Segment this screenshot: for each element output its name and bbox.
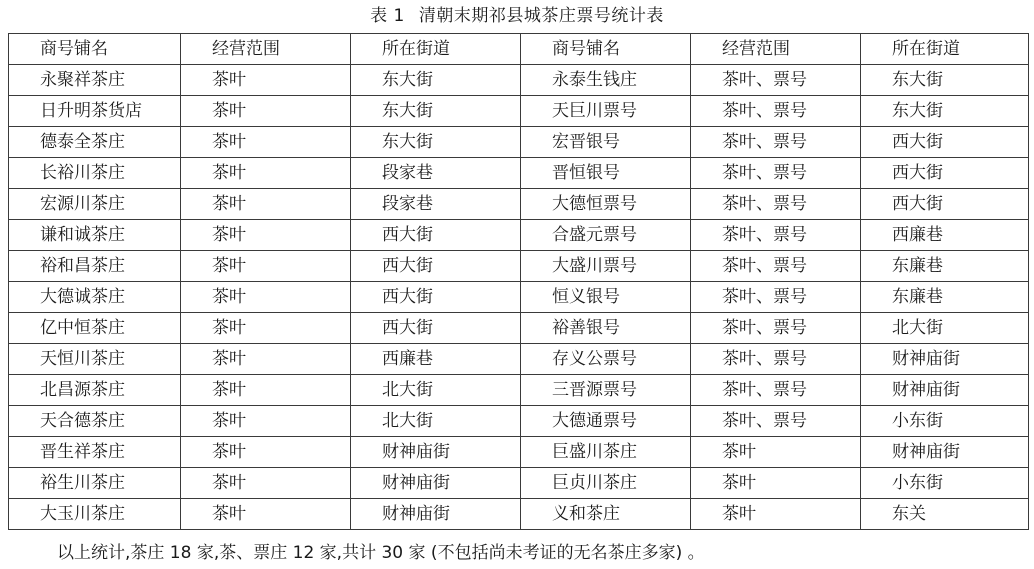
header-shop-name: 商号铺名	[9, 34, 181, 65]
cell-shop-name: 裕生川茶庄	[9, 468, 181, 499]
table-row	[9, 158, 1029, 189]
cell-shop-name: 宏源川茶庄	[9, 189, 181, 220]
cell-shop-name: 三晋源票号	[521, 375, 691, 406]
cell-street: 段家巷	[351, 189, 521, 220]
header-street: 所在街道	[351, 34, 521, 65]
cell-business-scope: 茶叶、票号	[691, 251, 861, 282]
cell-street: 财神庙街	[351, 499, 521, 530]
cell-business-scope: 茶叶	[181, 220, 351, 251]
cell-street: 段家巷	[351, 158, 521, 189]
cell-shop-name: 永聚祥茶庄	[9, 65, 181, 96]
cell-street: 西大街	[861, 127, 1029, 158]
cell-street: 东关	[861, 499, 1029, 530]
cell-business-scope: 茶叶	[691, 437, 861, 468]
cell-shop-name: 大玉川茶庄	[9, 499, 181, 530]
cell-business-scope: 茶叶、票号	[691, 158, 861, 189]
header-business-scope-2: 经营范围	[691, 34, 861, 65]
cell-shop-name: 长裕川茶庄	[9, 158, 181, 189]
table-row	[9, 344, 1029, 375]
cell-business-scope: 茶叶、票号	[691, 189, 861, 220]
cell-street: 北大街	[351, 406, 521, 437]
cell-business-scope: 茶叶、票号	[691, 282, 861, 313]
cell-shop-name: 大德恒票号	[521, 189, 691, 220]
cell-shop-name: 裕善银号	[521, 313, 691, 344]
table-row	[9, 468, 1029, 499]
cell-shop-name: 天恒川茶庄	[9, 344, 181, 375]
cell-street: 西大街	[351, 220, 521, 251]
cell-business-scope: 茶叶、票号	[691, 96, 861, 127]
cell-business-scope: 茶叶	[181, 406, 351, 437]
cell-business-scope: 茶叶、票号	[691, 375, 861, 406]
cell-shop-name: 巨贞川茶庄	[521, 468, 691, 499]
header-shop-name-2: 商号铺名	[521, 34, 691, 65]
cell-street: 财神庙街	[861, 344, 1029, 375]
cell-shop-name: 大德诚茶庄	[9, 282, 181, 313]
cell-street: 财神庙街	[351, 437, 521, 468]
table-row	[9, 220, 1029, 251]
cell-business-scope: 茶叶	[181, 313, 351, 344]
cell-business-scope: 茶叶	[181, 158, 351, 189]
cell-shop-name: 裕和昌茶庄	[9, 251, 181, 282]
cell-street: 西大街	[861, 189, 1029, 220]
cell-street: 财神庙街	[861, 437, 1029, 468]
table-row	[9, 313, 1029, 344]
cell-shop-name: 义和茶庄	[521, 499, 691, 530]
cell-street: 东廉巷	[861, 251, 1029, 282]
cell-business-scope: 茶叶	[691, 499, 861, 530]
table-row	[9, 127, 1029, 158]
cell-street: 西大街	[861, 158, 1029, 189]
header-business-scope: 经营范围	[181, 34, 351, 65]
table-number: 表 1	[370, 6, 405, 26]
cell-business-scope: 茶叶	[691, 468, 861, 499]
cell-shop-name: 谦和诚茶庄	[9, 220, 181, 251]
cell-street: 西大街	[351, 313, 521, 344]
cell-shop-name: 天巨川票号	[521, 96, 691, 127]
statistics-table	[8, 33, 1029, 530]
cell-shop-name: 宏晋银号	[521, 127, 691, 158]
cell-business-scope: 茶叶、票号	[691, 313, 861, 344]
cell-shop-name: 晋恒银号	[521, 158, 691, 189]
cell-shop-name: 德泰全茶庄	[9, 127, 181, 158]
cell-street: 东廉巷	[861, 282, 1029, 313]
cell-street: 东大街	[351, 96, 521, 127]
header-street-2: 所在街道	[861, 34, 1029, 65]
table-row	[9, 65, 1029, 96]
cell-business-scope: 茶叶、票号	[691, 127, 861, 158]
table-row	[9, 189, 1029, 220]
cell-shop-name: 大盛川票号	[521, 251, 691, 282]
cell-business-scope: 茶叶	[181, 375, 351, 406]
cell-street: 北大街	[861, 313, 1029, 344]
cell-business-scope: 茶叶	[181, 251, 351, 282]
cell-street: 财神庙街	[861, 375, 1029, 406]
cell-shop-name: 亿中恒茶庄	[9, 313, 181, 344]
table-row	[9, 499, 1029, 530]
cell-shop-name: 天合德茶庄	[9, 406, 181, 437]
cell-shop-name: 北昌源茶庄	[9, 375, 181, 406]
cell-business-scope: 茶叶、票号	[691, 220, 861, 251]
cell-street: 小东街	[861, 406, 1029, 437]
cell-business-scope: 茶叶	[181, 437, 351, 468]
cell-street: 小东街	[861, 468, 1029, 499]
cell-street: 东大街	[861, 65, 1029, 96]
cell-shop-name: 恒义银号	[521, 282, 691, 313]
table-caption	[0, 5, 1034, 27]
cell-shop-name: 晋生祥茶庄	[9, 437, 181, 468]
cell-business-scope: 茶叶	[181, 127, 351, 158]
cell-business-scope: 茶叶	[181, 468, 351, 499]
cell-street: 东大街	[861, 96, 1029, 127]
cell-street: 西大街	[351, 282, 521, 313]
table-row	[9, 406, 1029, 437]
table-row	[9, 96, 1029, 127]
cell-shop-name: 巨盛川茶庄	[521, 437, 691, 468]
cell-street: 北大街	[351, 375, 521, 406]
cell-business-scope: 茶叶	[181, 96, 351, 127]
cell-street: 西廉巷	[351, 344, 521, 375]
table-row	[9, 437, 1029, 468]
cell-business-scope: 茶叶、票号	[691, 406, 861, 437]
cell-business-scope: 茶叶	[181, 499, 351, 530]
cell-shop-name: 永泰生钱庄	[521, 65, 691, 96]
table-header-row	[9, 34, 1029, 65]
cell-business-scope: 茶叶	[181, 344, 351, 375]
footnote: 以上统计,茶庄 18 家,茶、票庄 12 家,共计 30 家 (不包括尚未考证的无名茶庄多家) 。	[57, 543, 705, 563]
table-row	[9, 282, 1029, 313]
cell-business-scope: 茶叶、票号	[691, 344, 861, 375]
table-row	[9, 251, 1029, 282]
cell-business-scope: 茶叶	[181, 65, 351, 96]
table-body	[9, 65, 1029, 530]
cell-shop-name: 日升明茶货店	[9, 96, 181, 127]
cell-shop-name: 存义公票号	[521, 344, 691, 375]
cell-street: 东大街	[351, 127, 521, 158]
cell-street: 财神庙街	[351, 468, 521, 499]
cell-business-scope: 茶叶	[181, 282, 351, 313]
cell-business-scope: 茶叶	[181, 189, 351, 220]
cell-business-scope: 茶叶、票号	[691, 65, 861, 96]
cell-shop-name: 合盛元票号	[521, 220, 691, 251]
cell-street: 西廉巷	[861, 220, 1029, 251]
cell-street: 东大街	[351, 65, 521, 96]
table-row	[9, 375, 1029, 406]
cell-shop-name: 大德通票号	[521, 406, 691, 437]
table-title: 清朝末期祁县城茶庄票号统计表	[418, 6, 664, 26]
cell-street: 西大街	[351, 251, 521, 282]
